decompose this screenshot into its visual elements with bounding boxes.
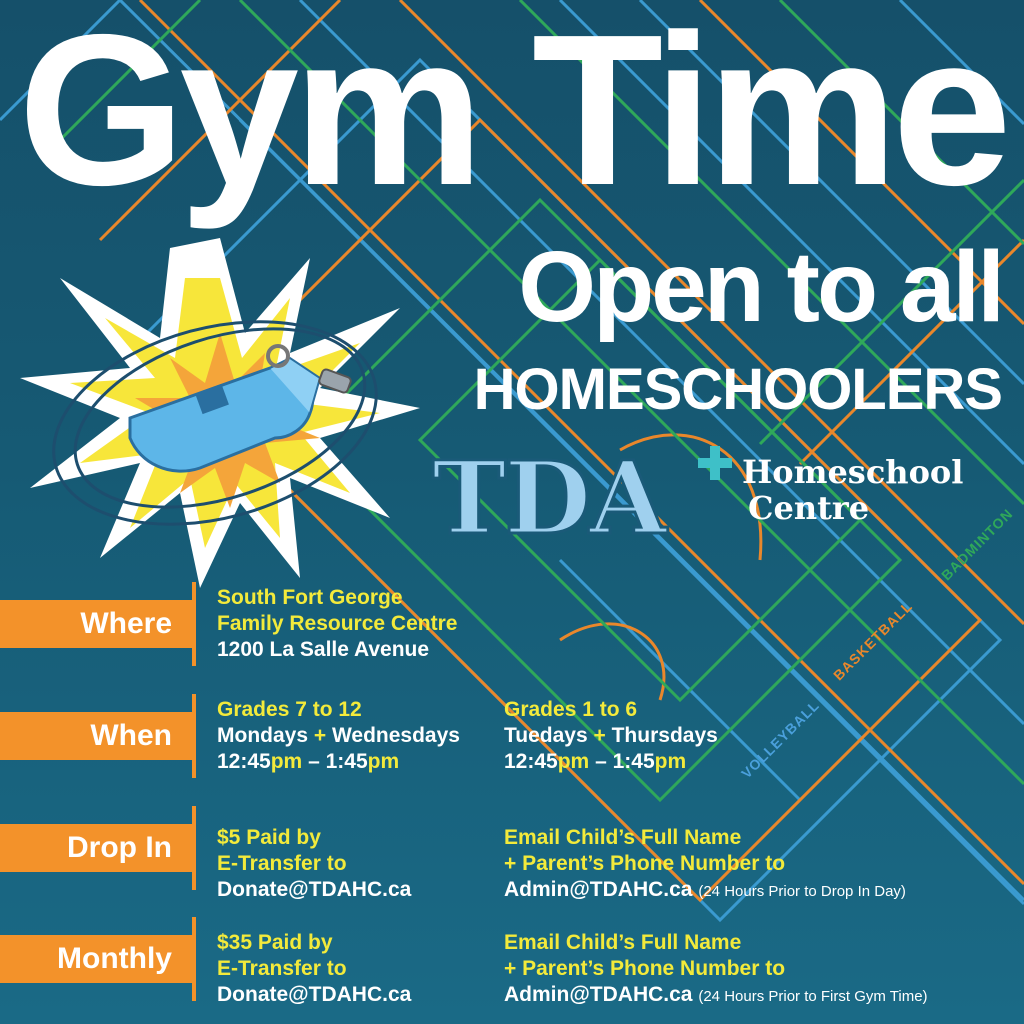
basketball-label: BASKETBALL [830, 597, 916, 684]
when-group-1: Grades 7 to 12 Mondays + Wednesdays 12:45pm – 1:45pm [217, 698, 460, 773]
when-group-2: Grades 1 to 6 Tuedays + Thursdays 12:45pm – 1:45pm [504, 698, 718, 773]
when-tab [0, 712, 196, 760]
subheadline: Open to all [518, 231, 1002, 343]
where-info: South Fort George Family Resource Centre 1200 La Salle Avenue [217, 586, 458, 661]
dropin-admin-email[interactable]: Admin@TDAHC.ca [504, 878, 693, 901]
monthly-donate-email[interactable]: Donate@TDAHC.ca [217, 983, 412, 1006]
tda-logo: TDA [432, 439, 665, 557]
plus-icon [698, 446, 732, 480]
badminton-label: BADMINTON [938, 505, 1016, 584]
where-tab [0, 600, 196, 648]
monthly-label: Monthly [57, 942, 172, 975]
when-label: When [90, 719, 172, 752]
monthly-payment: $35 Paid by E-Transfer to Donate@TDAHC.ca [217, 931, 412, 1006]
volleyball-label: VOLLEYBALL [738, 696, 823, 782]
dropin-payment: $5 Paid by E-Transfer to Donate@TDAHC.ca [217, 826, 412, 901]
monthly-tab [0, 935, 196, 983]
where-label: Where [80, 607, 172, 640]
dropin-registration: Email Child’s Full Name + Parent’s Phone Number to Admin@TDAHC.ca (24 Hours Prior to Drop In Day) [504, 826, 906, 901]
headline: Gym Time [18, 0, 1006, 230]
dropin-donate-email[interactable]: Donate@TDAHC.ca [217, 878, 412, 901]
monthly-admin-email[interactable]: Admin@TDAHC.ca [504, 983, 693, 1006]
logo-text: Homeschool Centre [742, 453, 964, 527]
monthly-registration: Email Child’s Full Name + Parent’s Phone Number to Admin@TDAHC.ca (24 Hours Prior to First Gym Time) [504, 931, 928, 1006]
audience-heading: HOMESCHOOLERS [473, 357, 1002, 422]
starburst-icon [20, 238, 420, 588]
dropin-tab [0, 824, 196, 872]
dropin-label: Drop In [67, 831, 172, 864]
